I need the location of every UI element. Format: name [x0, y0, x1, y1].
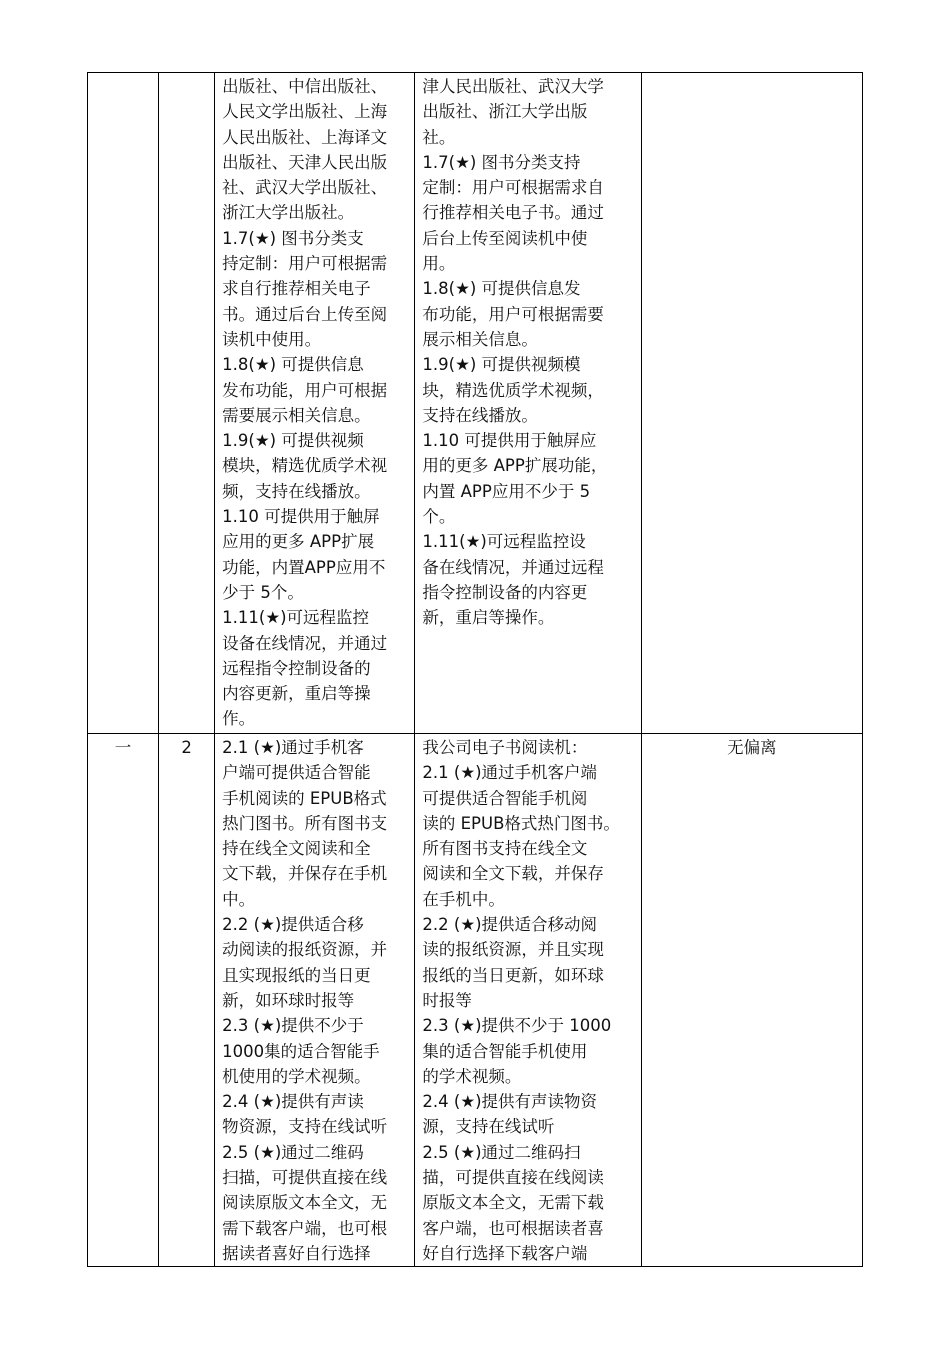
text-line: 我公司电子书阅读机：: [422, 738, 588, 757]
text-line: 功能，内置APP应用不: [222, 557, 386, 577]
text-line: 书。通过后台上传至阅: [222, 304, 388, 324]
text-line: 1.9(★) 可提供视频: [222, 431, 364, 451]
text-line: 读机中使用。: [222, 329, 322, 349]
text-line: 需要展示相关信息。: [222, 405, 371, 425]
text-line: 1000集的适合智能手: [222, 1041, 380, 1061]
deviation-text: 无偏离: [727, 738, 777, 757]
text-line: 人民出版社、上海译文: [222, 127, 388, 147]
text-line: 1.7(★) 图书分类支持: [422, 152, 581, 172]
text-line: 1.10 可提供用于触屏: [222, 507, 380, 527]
item-cell: [159, 734, 215, 1267]
text-line: 热门图书。所有图书支: [222, 813, 388, 833]
text-line: 的学术视频。: [422, 1066, 522, 1086]
requirement-cell: [215, 73, 415, 734]
text-line: 在手机中。: [422, 889, 505, 909]
text-line: 2.5 (★)通过二维码扫: [422, 1142, 581, 1162]
text-line: 浙江大学出版社。: [222, 203, 355, 223]
text-line: 原版文本全文，无需下载: [422, 1193, 604, 1213]
text-line: 2.4 (★)提供有声读物资: [422, 1092, 598, 1112]
table-row: [88, 734, 863, 1267]
text-line: 支持在线播放。: [422, 405, 538, 425]
compliance-table: [87, 72, 863, 1267]
text-line: 读的 EPUB格式热门图书。: [422, 813, 620, 833]
text-line: 求自行推荐相关电子: [222, 279, 371, 299]
text-line: 且实现报纸的当日更: [222, 965, 371, 985]
text-line: 持在线全文阅读和全: [222, 839, 371, 859]
text-line: 应用的更多 APP扩展: [222, 532, 375, 552]
text-line: 阅读和全文下载，并保存: [422, 864, 604, 884]
text-line: 用。: [422, 254, 456, 274]
text-line: 内置 APP应用不少于 5: [422, 481, 591, 501]
text-line: 出版社、浙江大学出版: [422, 102, 588, 122]
text-line: 新，重启等操作。: [422, 608, 555, 628]
text-line: 源，支持在线试听: [422, 1117, 555, 1137]
text-line: 布功能，用户可根据需要: [422, 304, 604, 324]
deviation-cell: [641, 734, 862, 1267]
text-line: 2.1 (★)通过手机客: [222, 738, 364, 757]
text-line: 所有图书支持在线全文: [422, 839, 588, 859]
item-cell: [159, 73, 215, 734]
seq-cell: [88, 734, 159, 1267]
requirement-lines: [215, 734, 414, 1266]
text-line: 远程指令控制设备的: [222, 658, 371, 678]
text-line: 用的更多 APP扩展功能，: [422, 456, 608, 476]
requirement-cell: [215, 734, 415, 1267]
text-line: 时报等: [422, 990, 472, 1010]
response-lines: [415, 73, 640, 631]
text-line: 出版社、天津人民出版: [222, 152, 388, 172]
text-line: 指令控制设备的内容更: [422, 582, 588, 602]
text-line: 2.3 (★)提供不少于 1000: [422, 1016, 612, 1036]
text-line: 1.10 可提供用于触屏应: [422, 431, 597, 451]
text-line: 2.1 (★)通过手机客户端: [422, 763, 598, 783]
text-line: 模块，精选优质学术视: [222, 456, 388, 476]
text-line: 持定制：用户可根据需: [222, 254, 388, 274]
text-line: 1.11(★)可远程监控: [222, 608, 370, 628]
text-line: 2.2 (★)提供适合移: [222, 915, 364, 935]
text-line: 1.7(★) 图书分类支: [222, 228, 364, 248]
text-line: 作。: [222, 709, 256, 729]
text-line: 内容更新，重启等操: [222, 684, 371, 704]
text-line: 新，如环球时报等: [222, 990, 355, 1010]
text-line: 客户端，也可根据读者喜: [422, 1218, 604, 1238]
response-cell: [415, 734, 641, 1267]
text-line: 频，支持在线播放。: [222, 481, 371, 501]
text-line: 手机阅读的 EPUB格式: [222, 788, 387, 808]
text-line: 集的适合智能手机使用: [422, 1041, 588, 1061]
response-cell: [415, 73, 641, 734]
text-line: 户端可提供适合智能: [222, 763, 371, 783]
text-line: 社。: [422, 127, 456, 147]
text-line: 备在线情况，并通过远程: [422, 557, 604, 577]
text-line: 出版社、中信出版社、: [222, 77, 388, 96]
text-line: 2.4 (★)提供有声读: [222, 1092, 364, 1112]
text-line: 机使用的学术视频。: [222, 1066, 371, 1086]
text-line: 阅读原版文本全文，无: [222, 1193, 388, 1213]
text-line: 1.8(★) 可提供信息: [222, 355, 364, 375]
text-line: 2.3 (★)提供不少于: [222, 1016, 364, 1036]
text-line: 中。: [222, 889, 256, 909]
text-line: 好自行选择下载客户端: [422, 1243, 588, 1263]
text-line: 读的报纸资源，并且实现: [422, 940, 604, 960]
text-line: 1.8(★) 可提供信息发: [422, 279, 581, 299]
text-line: 据读者喜好自行选择: [222, 1243, 371, 1263]
text-line: 报纸的当日更新，如环球: [422, 965, 604, 985]
text-line: 少于 5个。: [222, 582, 304, 602]
item-text: 2: [181, 738, 192, 757]
text-line: 定制：用户可根据需求自: [422, 178, 604, 198]
text-line: 需下载客户端，也可根: [222, 1218, 388, 1238]
table-row: [88, 73, 863, 734]
text-line: 可提供适合智能手机阅: [422, 788, 588, 808]
text-line: 展示相关信息。: [422, 329, 538, 349]
text-line: 动阅读的报纸资源，并: [222, 940, 388, 960]
text-line: 人民文学出版社、上海: [222, 102, 388, 122]
text-line: 2.2 (★)提供适合移动阅: [422, 915, 598, 935]
text-line: 后台上传至阅读机中使: [422, 228, 588, 248]
text-line: 物资源，支持在线试听: [222, 1117, 388, 1137]
seq-cell: [88, 73, 159, 734]
text-line: 文下载，并保存在手机: [222, 864, 388, 884]
response-lines: [415, 734, 640, 1266]
text-line: 津人民出版社、武汉大学: [422, 77, 604, 96]
deviation-cell: [641, 73, 862, 734]
text-line: 发布功能，用户可根据: [222, 380, 388, 400]
text-line: 1.11(★)可远程监控设: [422, 532, 586, 552]
text-line: 行推荐相关电子书。通过: [422, 203, 604, 223]
seq-text: 一: [114, 738, 132, 757]
requirement-lines: [215, 73, 414, 732]
text-line: 设备在线情况，并通过: [222, 633, 388, 653]
text-line: 扫描，可提供直接在线: [222, 1168, 388, 1188]
text-line: 1.9(★) 可提供视频模: [422, 355, 581, 375]
text-line: 块，精选优质学术视频，: [422, 380, 604, 400]
text-line: 个。: [422, 507, 456, 527]
text-line: 描，可提供直接在线阅读: [422, 1168, 604, 1188]
text-line: 社、武汉大学出版社、: [222, 178, 388, 198]
text-line: 2.5 (★)通过二维码: [222, 1142, 364, 1162]
